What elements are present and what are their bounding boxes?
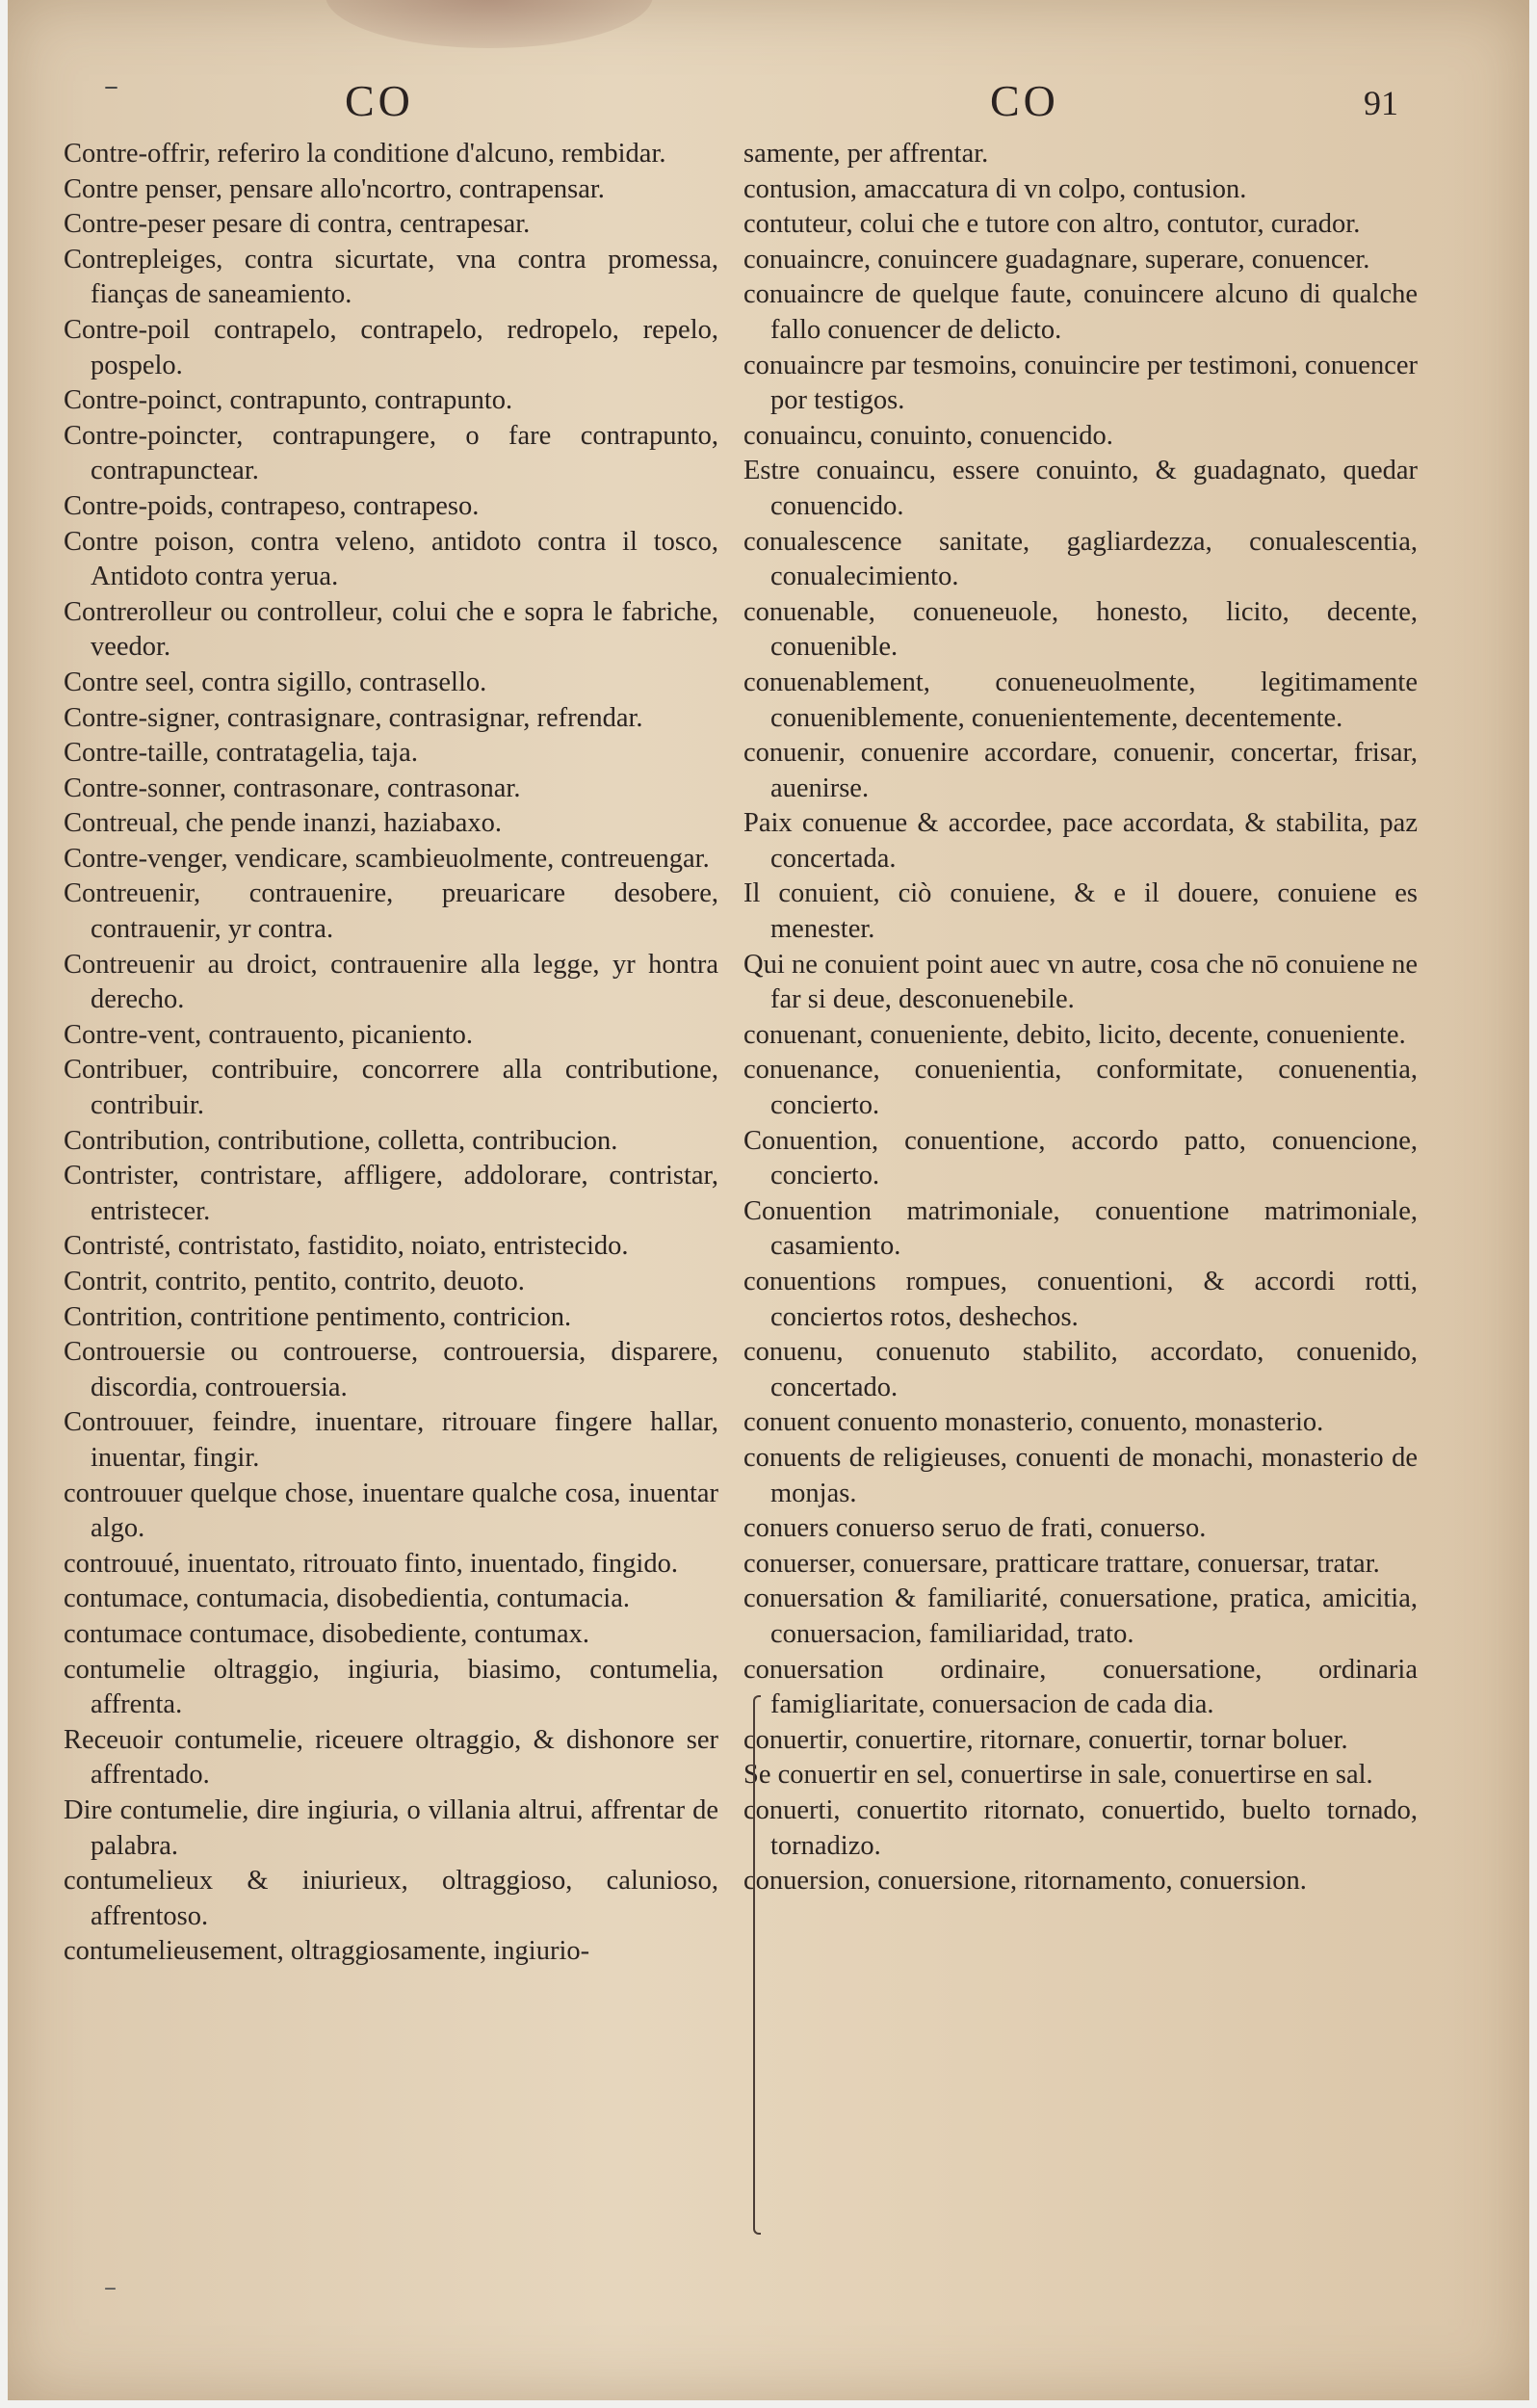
dictionary-entry: conuerti, conuertito ritornato, conuertido, buelto tornado, tornadizo. (743, 1794, 1418, 1861)
dictionary-entry: Conuention matrimoniale, conuentione matrimoniale, casamiento. (743, 1195, 1418, 1262)
dictionary-entry: conuenance, conuenientia, conformitate, conuenentia, concierto. (743, 1055, 1418, 1121)
dictionary-entry: Contristé, contristato, fastidito, noiato, entristecido. (64, 1231, 629, 1262)
dictionary-entry: controuuer quelque chose, inuentare qualche cosa, inuentar algo. (64, 1478, 718, 1544)
dictionary-entry: Paix conuenue & accordee, pace accordata, & stabilita, paz concertada. (743, 808, 1418, 874)
dictionary-entry: controuué, inuentato, ritrouato finto, inuentado, fingido. (64, 1548, 678, 1579)
bracket-rule (753, 1695, 761, 2235)
dictionary-entry: Contreuenir au droict, contrauenire alla legge, yr hontra derecho. (64, 949, 718, 1015)
dictionary-entry: Qui ne conuient point auec vn autre, cosa che nō conuiene ne far si deue, desconuenebile. (743, 949, 1418, 1015)
dictionary-entry: Contribution, contributione, colletta, contribucion. (64, 1125, 618, 1156)
dictionary-entry: conuenir, conuenire accordare, conuenir, concertar, frisar, auenirse. (743, 738, 1418, 803)
dictionary-entry: Contrister, contristare, affligere, addolorare, contristar, entristecer. (64, 1161, 718, 1226)
dictionary-entry: conuers conuerso seruo de frati, conuerso. (743, 1513, 1207, 1544)
dictionary-entry: Contre-venger, vendicare, scambieuolmente, contreuengar. (64, 843, 710, 874)
margin-mark: – (104, 69, 118, 103)
dictionary-entry: contumace, contumacia, disobedientia, contumacia. (64, 1584, 630, 1614)
dictionary-entry: Contre-sonner, contrasonare, contrasonar. (64, 772, 521, 803)
dictionary-entry: contumelie oltraggio, ingiuria, biasimo, contumelia, affrenta. (64, 1654, 718, 1720)
dictionary-entry: samente, per affrentar. (743, 139, 989, 169)
right-column (743, 137, 1418, 1899)
dictionary-entry: conuerser, conuersare, pratticare trattare, conuersar, tratar. (743, 1548, 1380, 1579)
dictionary-entry: Controuuer, feindre, inuentare, ritrouare fingere hallar, inuentar, fingir. (64, 1407, 718, 1473)
dictionary-entry: conuenable, conueneuole, honesto, licito, decente, conuenible. (743, 596, 1418, 663)
dictionary-entry: Contrerolleur ou controlleur, colui che e sopra le fabriche, veedor. (64, 596, 718, 663)
dictionary-entry: Contre-vent, contrauento, picaniento. (64, 1019, 473, 1050)
dictionary-entry: Contre-poids, contrapeso, contrapeso. (64, 490, 480, 521)
dictionary-entry: contumace contumace, disobediente, contumax. (64, 1618, 590, 1649)
dictionary-entry: conuenant, conueniente, debito, licito, decente, conueniente. (743, 1019, 1406, 1050)
dictionary-entry: Contreuenir, contrauenire, preuaricare desobere, contrauenir, yr contra. (64, 878, 718, 945)
dictionary-entry: Contre-offrir, referiro la conditione d'alcuno, rembidar. (64, 139, 666, 169)
dictionary-entry: Conuention, conuentione, accordo patto, conuencione, concierto. (743, 1125, 1418, 1191)
dictionary-entry: Contrition, contritione pentimento, contricion. (64, 1301, 572, 1332)
dictionary-entry: conuersation ordinaire, conuersatione, ordinaria famigliaritate, conuersacion de cada dia. (743, 1654, 1418, 1720)
dictionary-entry: Receuoir contumelie, riceuere oltraggio, & dishonore ser affrentado. (64, 1724, 718, 1791)
dictionary-entry: conuenu, conuenuto stabilito, accordato, conuenido, concertado. (743, 1337, 1418, 1402)
dictionary-entry: Dire contumelie, dire ingiuria, o villania altrui, affrentar de palabra. (64, 1794, 718, 1861)
dictionary-entry: conualescence sanitate, gagliardezza, conualescentia, conualecimiento. (743, 526, 1418, 592)
dictionary-entry: Contre poison, contra veleno, antidoto contra il tosco, Antidoto contra yerua. (64, 526, 718, 592)
dictionary-entry: Contre-poincter, contrapungere, o fare contrapunto, contrapunctear. (64, 420, 718, 486)
dictionary-entry: Contre-peser pesare di contra, centrapesar. (64, 209, 531, 240)
dictionary-entry: Contre seel, contra sigillo, contrasello. (64, 667, 487, 697)
book-page (8, 0, 1529, 2400)
dictionary-entry: Contre-poil contrapelo, contrapelo, redropelo, repelo, pospelo. (64, 314, 718, 380)
left-running-head: CO (345, 76, 414, 125)
bottom-margin-mark: – (104, 2273, 117, 2302)
dictionary-entry: Contribuer, contribuire, concorrere alla contributione, contribuir. (64, 1055, 718, 1121)
dictionary-entry: conuenablement, conueneuolmente, legitimamente conueniblemente, conuenientemente, decentemente. (743, 667, 1418, 733)
dictionary-entry: Contre-signer, contrasignare, contrasignar, refrendar. (64, 702, 643, 733)
dictionary-entry: conuertir, conuertire, ritornare, conuertir, tornar boluer. (743, 1724, 1348, 1755)
dictionary-entry: Contreual, che pende inanzi, haziabaxo. (64, 808, 503, 839)
dictionary-entry: conuaincre, conuincere guadagnare, superare, conuencer. (743, 244, 1370, 275)
dictionary-entry: contumelieusement, oltraggiosamente, ingiurio- (64, 1936, 590, 1967)
page-stain (326, 0, 653, 48)
dictionary-entry: Contrepleiges, contra sicurtate, vna contra promessa, fianças de saneamiento. (64, 244, 718, 310)
page-number: 91 (1364, 84, 1398, 122)
dictionary-entry: contuteur, colui che e tutore con altro, contutor, curador. (743, 209, 1361, 240)
dictionary-entry: Estre conuaincu, essere conuinto, & guadagnato, quedar conuencido. (743, 456, 1418, 521)
dictionary-entry: Contrit, contrito, pentito, contrito, deuoto. (64, 1267, 525, 1296)
dictionary-entry: Il conuient, ciò conuiene, & e il douere, conuiene es menester. (743, 878, 1418, 945)
dictionary-entry: contusion, amaccatura di vn colpo, contusion. (743, 173, 1247, 204)
dictionary-entry: conuents de religieuses, conuenti de monachi, monasterio de monjas. (743, 1442, 1418, 1508)
dictionary-entry: conuaincu, conuinto, conuencido. (743, 420, 1113, 451)
dictionary-entry: conuaincre de quelque faute, conuincere alcuno di qualche fallo conuencer de delicto. (743, 279, 1418, 345)
dictionary-entry: Contre-poinct, contrapunto, contrapunto. (64, 385, 513, 416)
right-running-head: CO (990, 76, 1059, 125)
left-column (64, 137, 718, 1970)
dictionary-entry: conuentions rompues, conuentioni, & accordi rotti, conciertos rotos, deshechos. (743, 1267, 1418, 1332)
dictionary-entry: Controuersie ou controuerse, controuersia, disparere, discordia, controuersia. (64, 1337, 718, 1402)
dictionary-entry: contumelieux & iniurieux, oltraggioso, calunioso, affrentoso. (64, 1866, 718, 1931)
dictionary-entry: Se conuertir en sel, conuertirse in sale, conuertirse en sal. (743, 1760, 1373, 1791)
dictionary-entry: conuersation & familiarité, conuersatione, pratica, amicitia, conuersacion, familiaridad, trato. (743, 1584, 1418, 1649)
dictionary-entry: conuaincre par tesmoins, conuincire per testimoni, conuencer por testigos. (743, 350, 1418, 416)
dictionary-entry: Contre penser, pensare allo'ncortro, contrapensar. (64, 173, 605, 204)
dictionary-entry: Contre-taille, contratagelia, taja. (64, 738, 418, 769)
dictionary-entry: conuent conuento monasterio, conuento, monasterio. (743, 1407, 1324, 1438)
dictionary-entry: conuersion, conuersione, ritornamento, conuersion. (743, 1866, 1307, 1897)
